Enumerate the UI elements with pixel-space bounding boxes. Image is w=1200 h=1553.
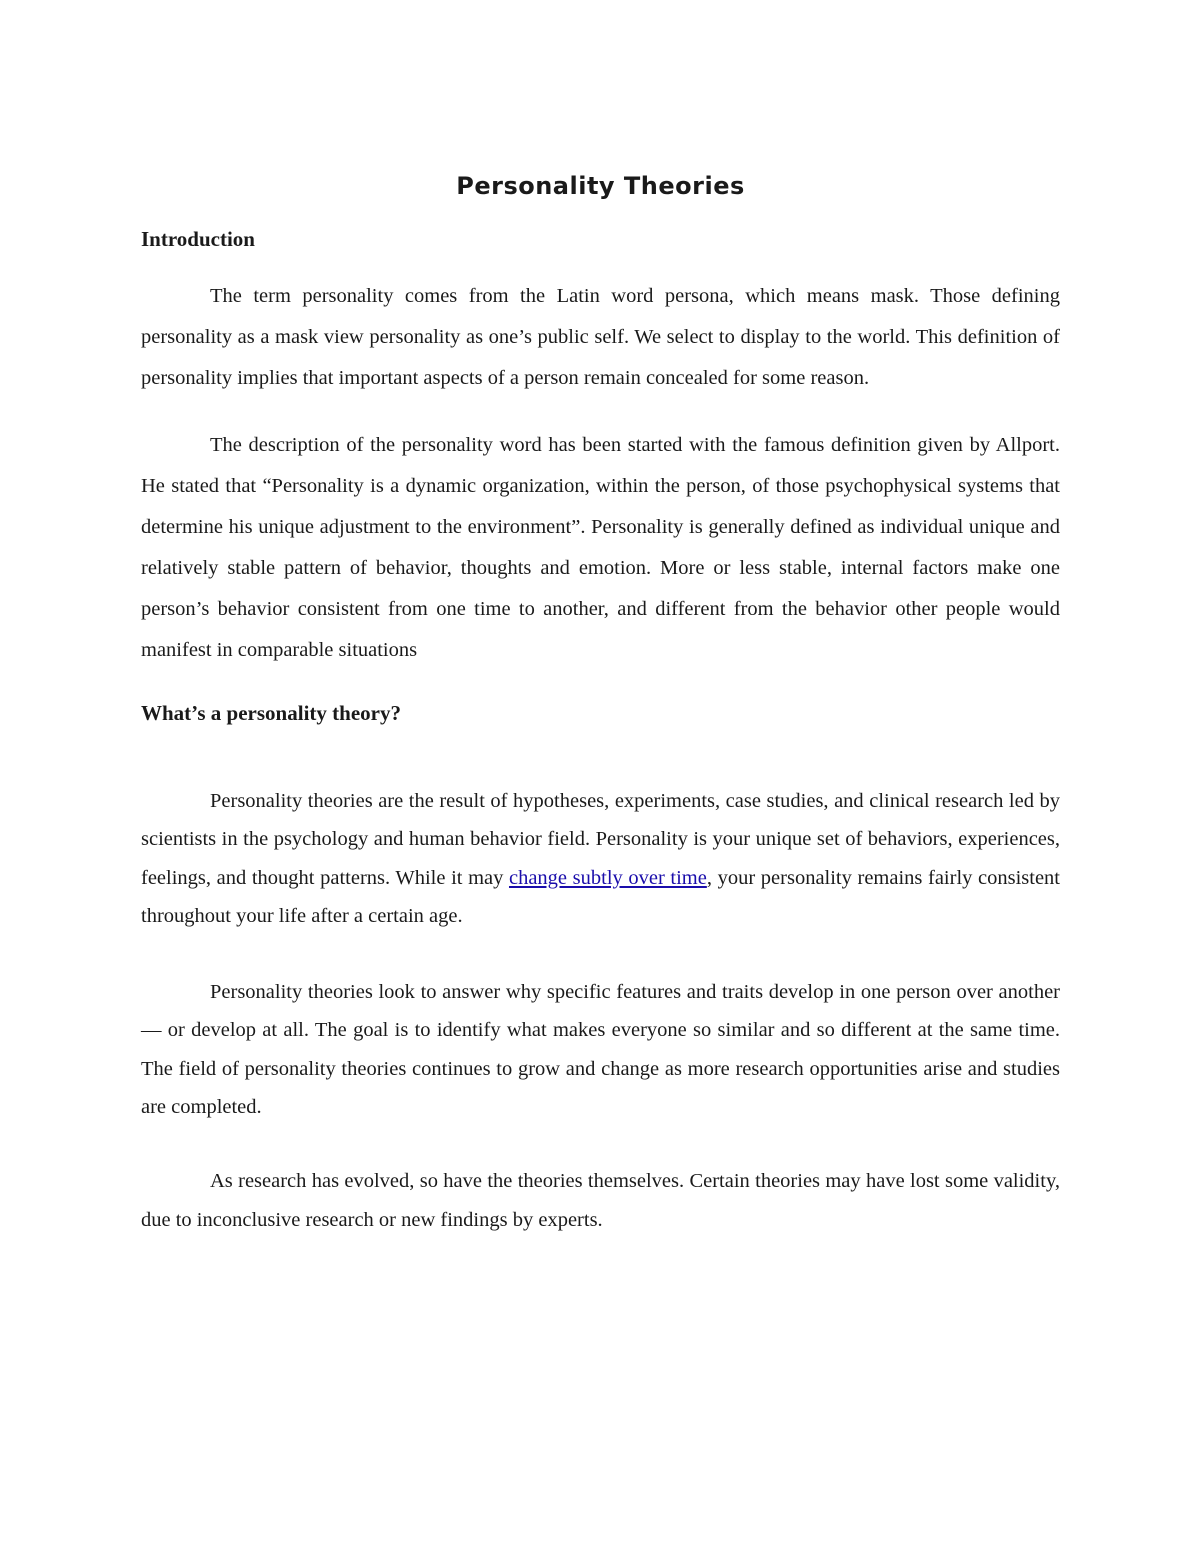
heading-personality-theory: What’s a personality theory?	[141, 701, 401, 725]
change-subtly-over-time-link[interactable]: change subtly over time	[508, 866, 707, 889]
theory-paragraph-1-text-b: , your personality remains fairly consistent throughout your life after a certain age.	[141, 866, 1060, 927]
theory-paragraph-3: As research has evolved, so have the theories themselves. Certain theories may have lost some validity, due to inconclusive research or new findings by experts.	[141, 1170, 1060, 1231]
intro-paragraph-2: The description of the personality word has been started with the famous definition given by Allport. He stated that “Personality is a dynamic organization, within the person, of those psychophysical systems that determine his unique adjustment to the environment”. Personality is generally defined as individual unique and relatively stable pattern of behavior, thoughts and emotion. More or less stable, internal factors make one person’s behavior consistent from one time to another, and different from the behavior other people would manifest in comparable situations	[141, 434, 1060, 661]
section-personality-theory	[141, 698, 1060, 1239]
intro-paragraph-1: The term personality comes from the Latin word persona, which means mask. Those defining personality as a mask view personality as one’s public self. We select to display to the world. This definition of personality implies that important aspects of a person remain concealed for some reason.	[141, 285, 1060, 389]
document-body	[141, 168, 1060, 1239]
document-title: Personality Theories	[456, 172, 745, 200]
theory-paragraph-2: Personality theories look to answer why specific features and traits develop in one person over another — or develop at all. The goal is to identify what makes everyone so similar and so different at the same time. The field of personality theories continues to grow and change as more research opportunities arise and studies are completed.	[141, 981, 1060, 1119]
heading-introduction: Introduction	[141, 227, 255, 251]
theory-paragraph-1-text-a: Personality theories are the result of hypotheses, experiments, case studies, and clinical research led by scientists in the psychology and human behavior field. Personality is your unique set of behaviors, experiences, feelings, and thought patterns. While it may	[141, 790, 1060, 889]
theory-paragraph-1	[141, 782, 1060, 935]
section-introduction	[141, 224, 1060, 671]
